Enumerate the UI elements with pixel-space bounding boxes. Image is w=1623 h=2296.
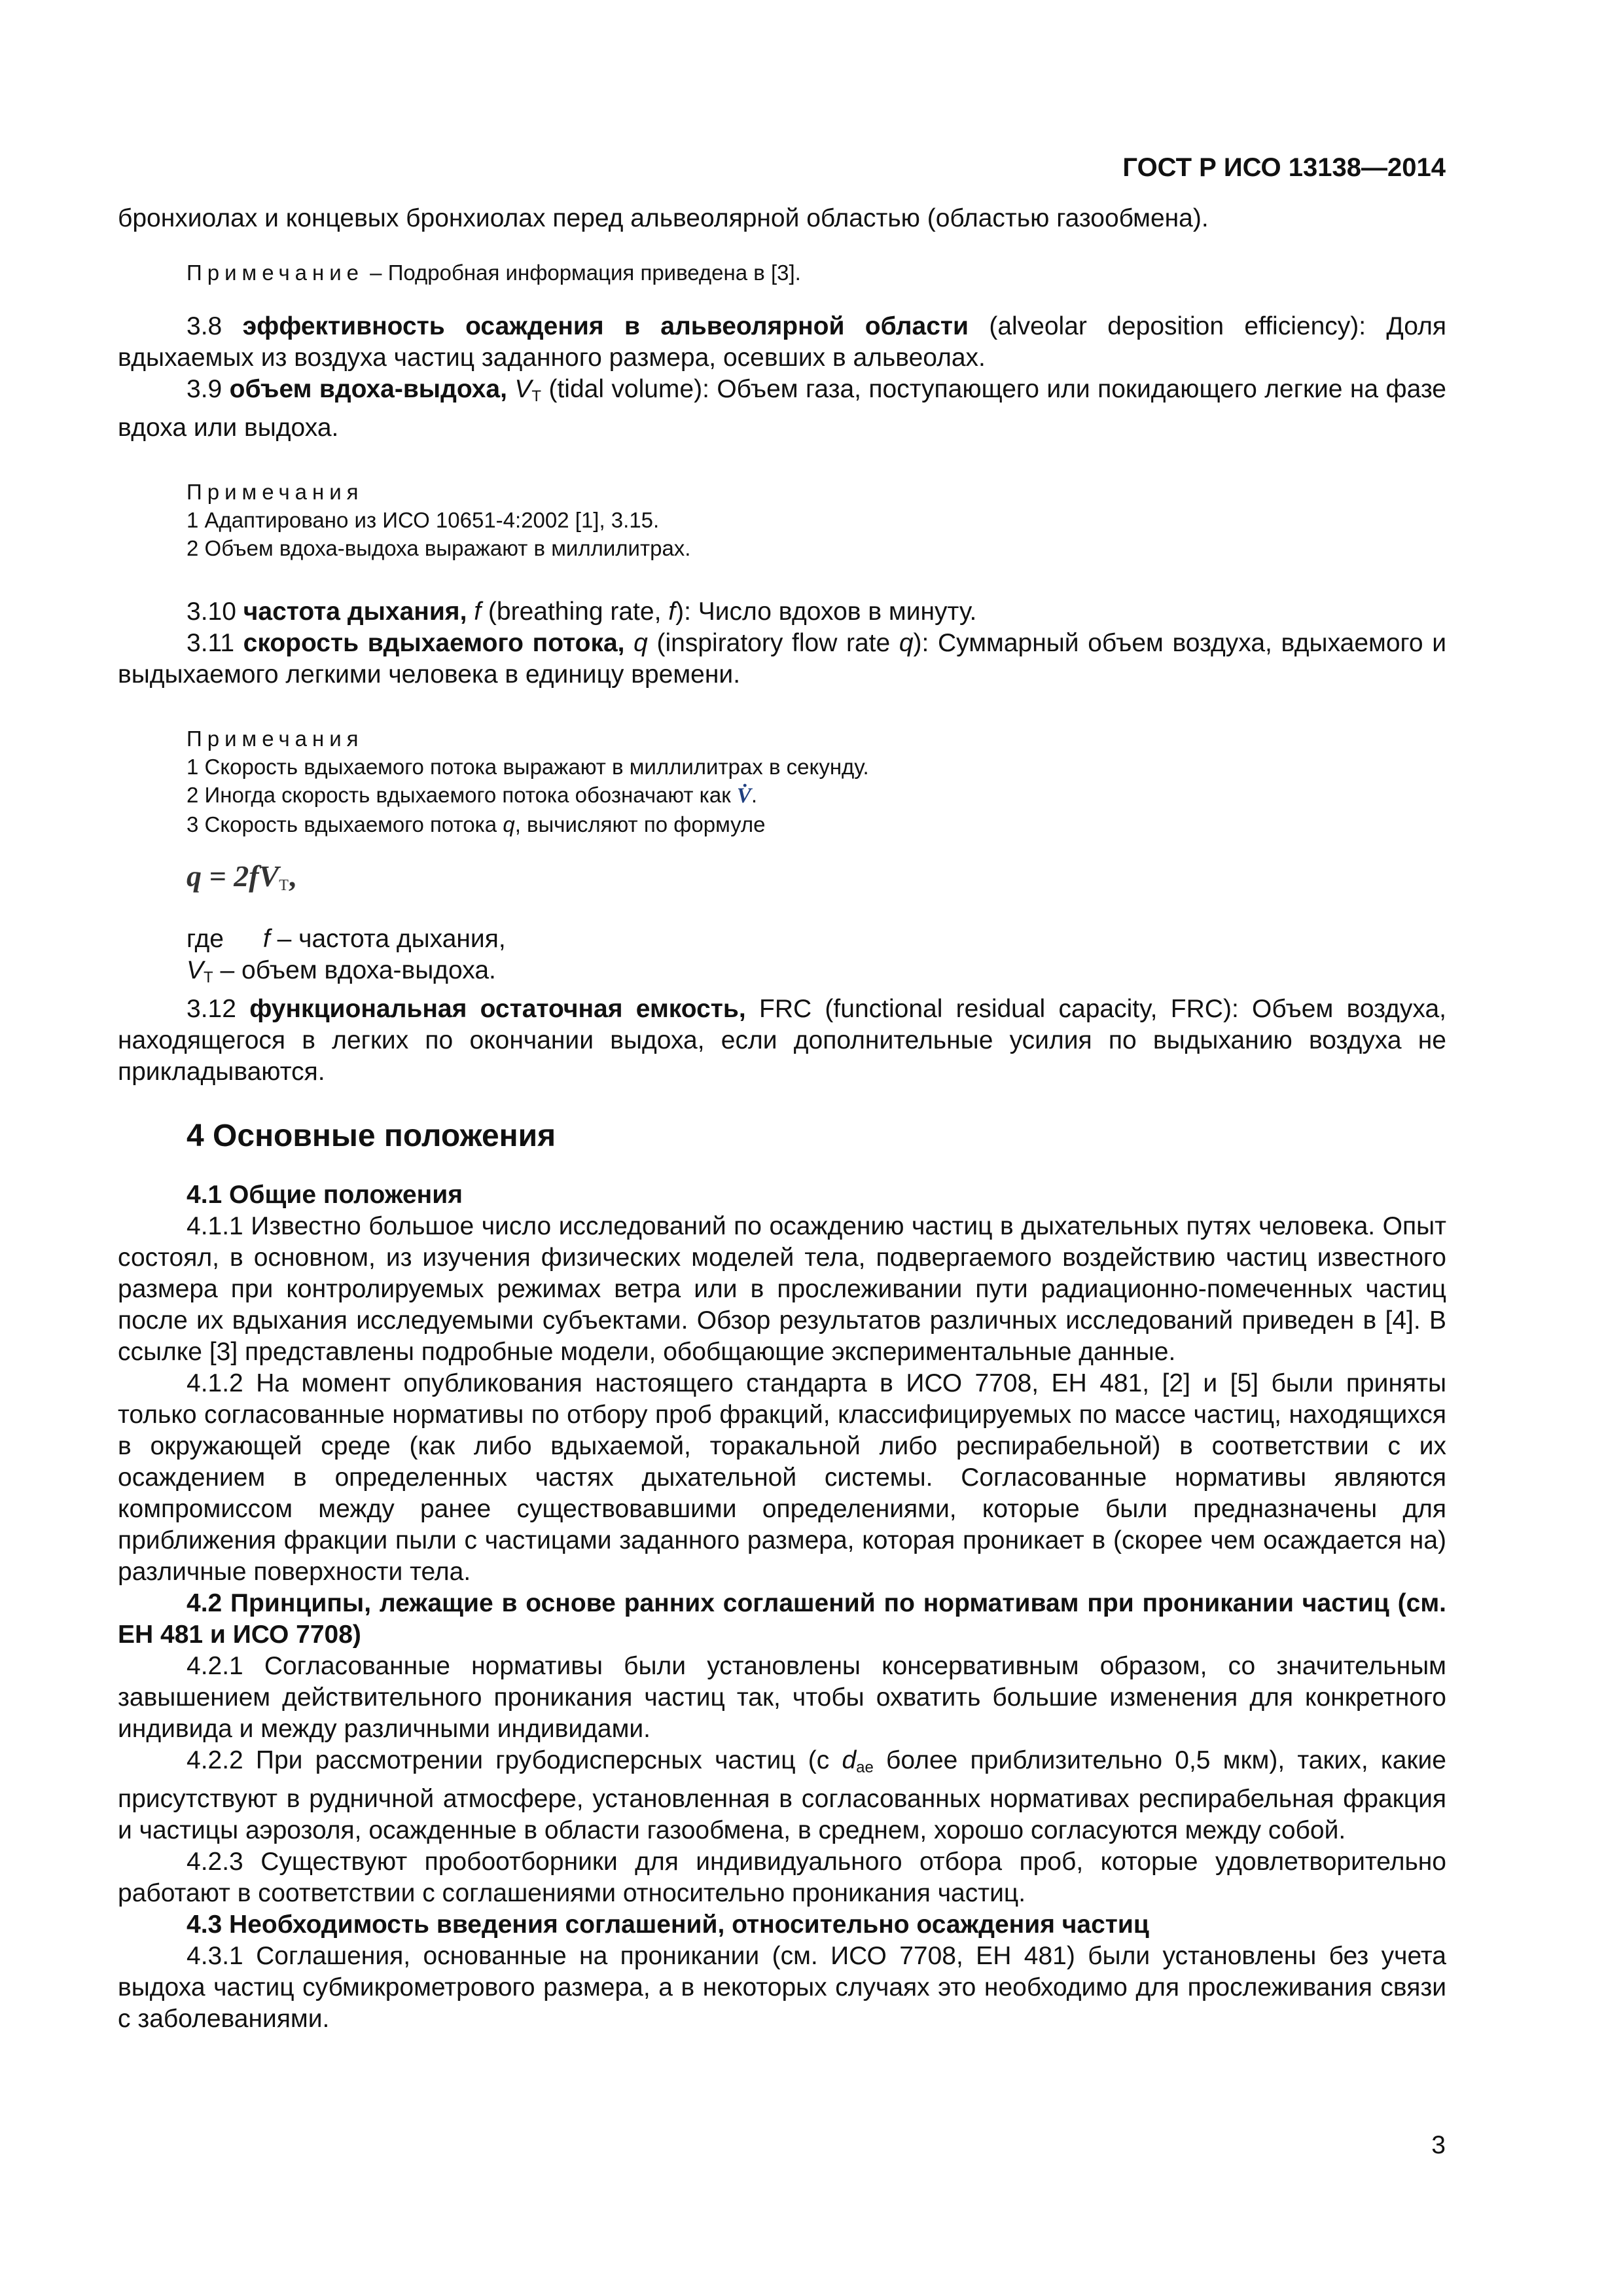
- subsection-heading: 4.1 Общие положения: [187, 1181, 463, 1209]
- note-item: 1 Скорость вдыхаемого потока выражают в миллилитрах в секунду.: [187, 755, 869, 779]
- term-3-8: 3.8 эффективность осаждения в альвеолярной области (alveolar deposition efficiency): Доля вдыхаемых из воздуха частиц заданного размера, осевших в альвеолах.: [118, 312, 1446, 372]
- subsection-heading: 4.2 Принципы, лежащие в основе ранних соглашений по нормативам при проникании частиц (см. ЕН 481 и ИСО 7708): [118, 1589, 1446, 1649]
- paragraph: 4.2.2 При рассмотрении грубодисперсных частиц (с $d_{ae}$ более приблизительно 0,5 мкм), таких, какие присутствуют в рудничной атмосфере, установленная в согласованных нормативах респирабельная фракция и частицы аэрозоля, осажденные в области газообмена, в среднем, хорошо согласуются между собой.: [118, 1746, 1446, 1844]
- note-item: 2 Объем вдоха-выдоха выражают в миллилитрах.: [187, 536, 691, 560]
- page-number: 3: [1431, 2131, 1446, 2159]
- note-item: 3 Скорость вдыхаемого потока q, вычисляют по формуле: [187, 812, 766, 836]
- notes: Примечания: [187, 726, 364, 751]
- note-item: 2 Иногда скорость вдыхаемого потока обозначают как V̇.: [187, 783, 757, 808]
- document-body: [118, 203, 1446, 2035]
- note-text: – Подробная информация приведена в [3].: [364, 260, 801, 285]
- note-label: Примечание: [187, 260, 365, 285]
- paragraph: 4.1.1 Известно большое число исследований по осаждению частиц в дыхательных путях человека. Опыт состоял, в основном, из изучения физических моделей тела, подвергаемого воздействию частиц известного размера при контролируемых режимах ветра или в прослеживании пути радиационно-помеченных частиц после их вдыхания исследуемыми субъектами. Обзор результатов различных исследований приведен в [4]. В ссылке [3] представлены подробные модели, обобщающие экспериментальные данные.: [118, 1212, 1446, 1366]
- document-header: ГОСТ Р ИСО 13138—2014: [1122, 153, 1446, 182]
- paragraph: 4.2.1 Согласованные нормативы были установлены консервативным образом, со значительным завышением действительного проникания частиц так, чтобы охватить большие изменения для конкретного индивида и между различными индивидами.: [118, 1652, 1446, 1743]
- notes: Примечания: [187, 480, 364, 504]
- section-heading: 4 Основные положения: [187, 1119, 556, 1153]
- term-3-12: 3.12 функциональная остаточная емкость, FRC (functional residual capacity, FRC): Объем воздуха, находящегося в легких по окончании выдоха, если дополнительные усилия по выдыханию воздуха не прикладываются.: [118, 995, 1446, 1086]
- note: [118, 259, 1446, 287]
- paragraph: 4.2.3 Существуют пробоотборники для индивидуального отбора проб, которые удовлетворительно работают в соответствии с соглашениями относительно проникания частиц.: [118, 1848, 1446, 1907]
- paragraph: 4.1.2 На момент опубликования настоящего стандарта в ИСО 7708, ЕН 481, [2] и [5] были приняты только согласованные нормативы по отбору проб фракций, классифицируемых по массе частиц, находящихся в окружающей среде (как либо вдыхаемой, торакальной либо респирабельной) в соответствии с их осаждением в определенных частях дыхательной системы. Согласованные нормативы являются компромиссом между ранее существовавшими определениями, которые были предназначены для приближения фракции пыли с частицами заданного размера, которая проникает в (скорее чем осаждается на) различные поверхности тела.: [118, 1369, 1446, 1586]
- note-item: 1 Адаптировано из ИСО 10651-4:2002 [1], 3.15.: [187, 508, 660, 532]
- where-line: где f – частота дыхания,: [187, 925, 506, 953]
- paragraph: 4.3.1 Соглашения, основанные на проникании (см. ИСО 7708, ЕН 481) были установлены без учета выдоха частиц субмикрометрового размера, а в некоторых случаях это необходимо для прослеживания связи с заболеваниями.: [118, 1942, 1446, 2033]
- where-line: $V_T$ – объем вдоха-выдоха.: [187, 956, 496, 986]
- v-dot-symbol: V̇: [736, 784, 751, 808]
- term-3-10: 3.10 частота дыхания, f (breathing rate, f): Число вдохов в минуту.: [187, 598, 977, 626]
- term-3-9: 3.9 объем вдоха-выдоха, $V_T$ (tidal volume): Объем газа, поступающего или покидающего легкие на фазе вдоха или выдоха.: [118, 375, 1446, 442]
- paragraph-continuation: бронхиолах и концевых бронхиолах перед альвеолярной областью (областью газообмена).: [118, 204, 1209, 232]
- subsection-heading: 4.3 Необходимость введения соглашений, относительно осаждения частиц: [187, 1910, 1149, 1939]
- term-3-11: 3.11 скорость вдыхаемого потока, q (inspiratory flow rate q): Суммарный объем воздуха, вдыхаемого и выдыхаемого легкими человека в единицу времени.: [118, 629, 1446, 689]
- formula: $q = 2fV_T$,: [187, 859, 296, 894]
